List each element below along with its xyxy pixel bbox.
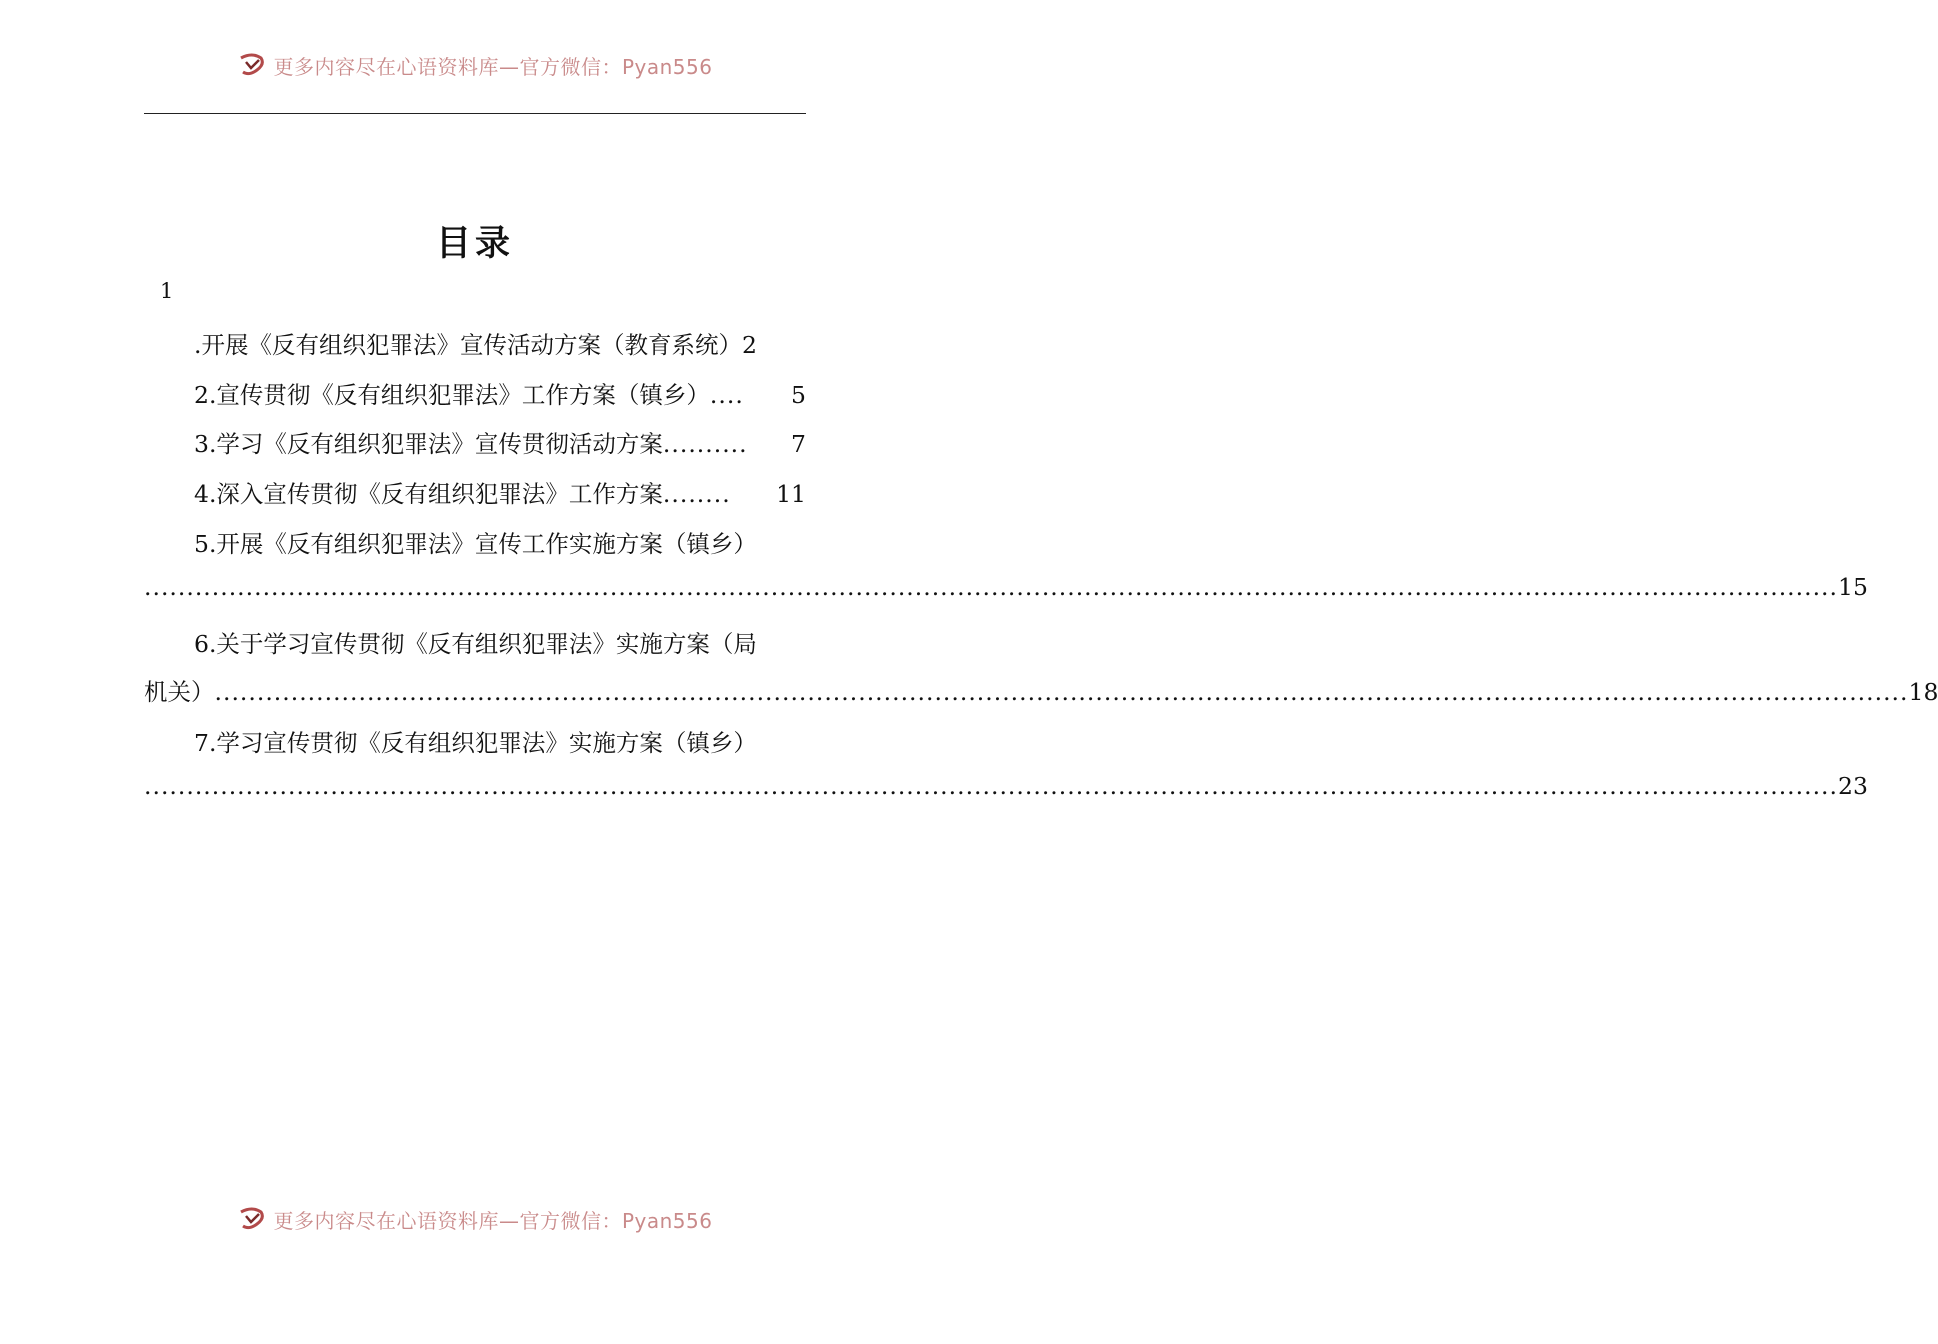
- toc-entry-6[interactable]: [144, 625, 806, 665]
- toc-dot-leader: ..........: [662, 430, 748, 458]
- toc-entry-1[interactable]: [144, 326, 806, 366]
- toc-dot-leader: ........................................................................................................................................................................................................: [214, 678, 1909, 706]
- toc-entry-7-cont[interactable]: [144, 772, 1868, 812]
- toc-dot-leader: ....: [709, 381, 744, 409]
- toc-entry-2[interactable]: [144, 376, 806, 416]
- logo-icon: [237, 1206, 267, 1232]
- toc-entry-7[interactable]: [144, 724, 806, 764]
- toc-entry-page: 11: [776, 480, 806, 508]
- logo-icon: [237, 52, 267, 78]
- toc-entry-page: 18: [1908, 678, 1938, 706]
- toc-dot-leader: ........................................................................................................................................................................................................: [144, 573, 1838, 601]
- toc-entry-page: 15: [1838, 573, 1868, 601]
- toc-entry-text: 机关）: [144, 678, 215, 706]
- toc-entry-text: 6.关于学习宣传贯彻《反有组织犯罪法》实施方案（局: [194, 630, 757, 658]
- watermark-footer: [0, 1206, 950, 1240]
- toc-entry-text: 3.学习《反有组织犯罪法》宣传贯彻活动方案: [194, 430, 663, 458]
- toc-entry-text: 4.深入宣传贯彻《反有组织犯罪法》工作方案: [194, 480, 663, 508]
- toc-entry-text: 5.开展《反有组织犯罪法》宣传工作实施方案（镇乡）: [194, 530, 757, 558]
- toc-entry-5[interactable]: [144, 525, 806, 565]
- toc-entry-page: 23: [1838, 772, 1868, 800]
- toc-entry-5-cont[interactable]: [144, 573, 1868, 613]
- toc-entry-page: 7: [791, 430, 806, 458]
- toc-entry-text: .开展《反有组织犯罪法》宣传活动方案（教育系统）: [194, 331, 742, 359]
- toc-dot-leader: ........................................................................................................................................................................................................: [144, 772, 1838, 800]
- toc-entry-3[interactable]: [144, 425, 806, 465]
- toc-entry-text: 7.学习宣传贯彻《反有组织犯罪法》实施方案（镇乡）: [194, 729, 757, 757]
- watermark-header: [0, 52, 950, 86]
- header-rule: [144, 113, 806, 114]
- page-title: 目录: [435, 223, 514, 264]
- toc-dot-leader: ........: [662, 480, 731, 508]
- toc-leading-number: 1: [160, 279, 174, 303]
- toc-entry-page: 2: [741, 331, 757, 359]
- watermark-text: 更多内容尽在心语资料库—官方微信：Pyan556: [273, 1208, 713, 1233]
- watermark-text: 更多内容尽在心语资料库—官方微信：Pyan556: [273, 54, 713, 79]
- toc-entry-4[interactable]: [144, 475, 806, 515]
- toc-entry-text: 2.宣传贯彻《反有组织犯罪法》工作方案（镇乡）: [194, 381, 710, 409]
- toc-entry-6-cont[interactable]: [144, 673, 1938, 713]
- toc-entry-page: 5: [791, 381, 806, 409]
